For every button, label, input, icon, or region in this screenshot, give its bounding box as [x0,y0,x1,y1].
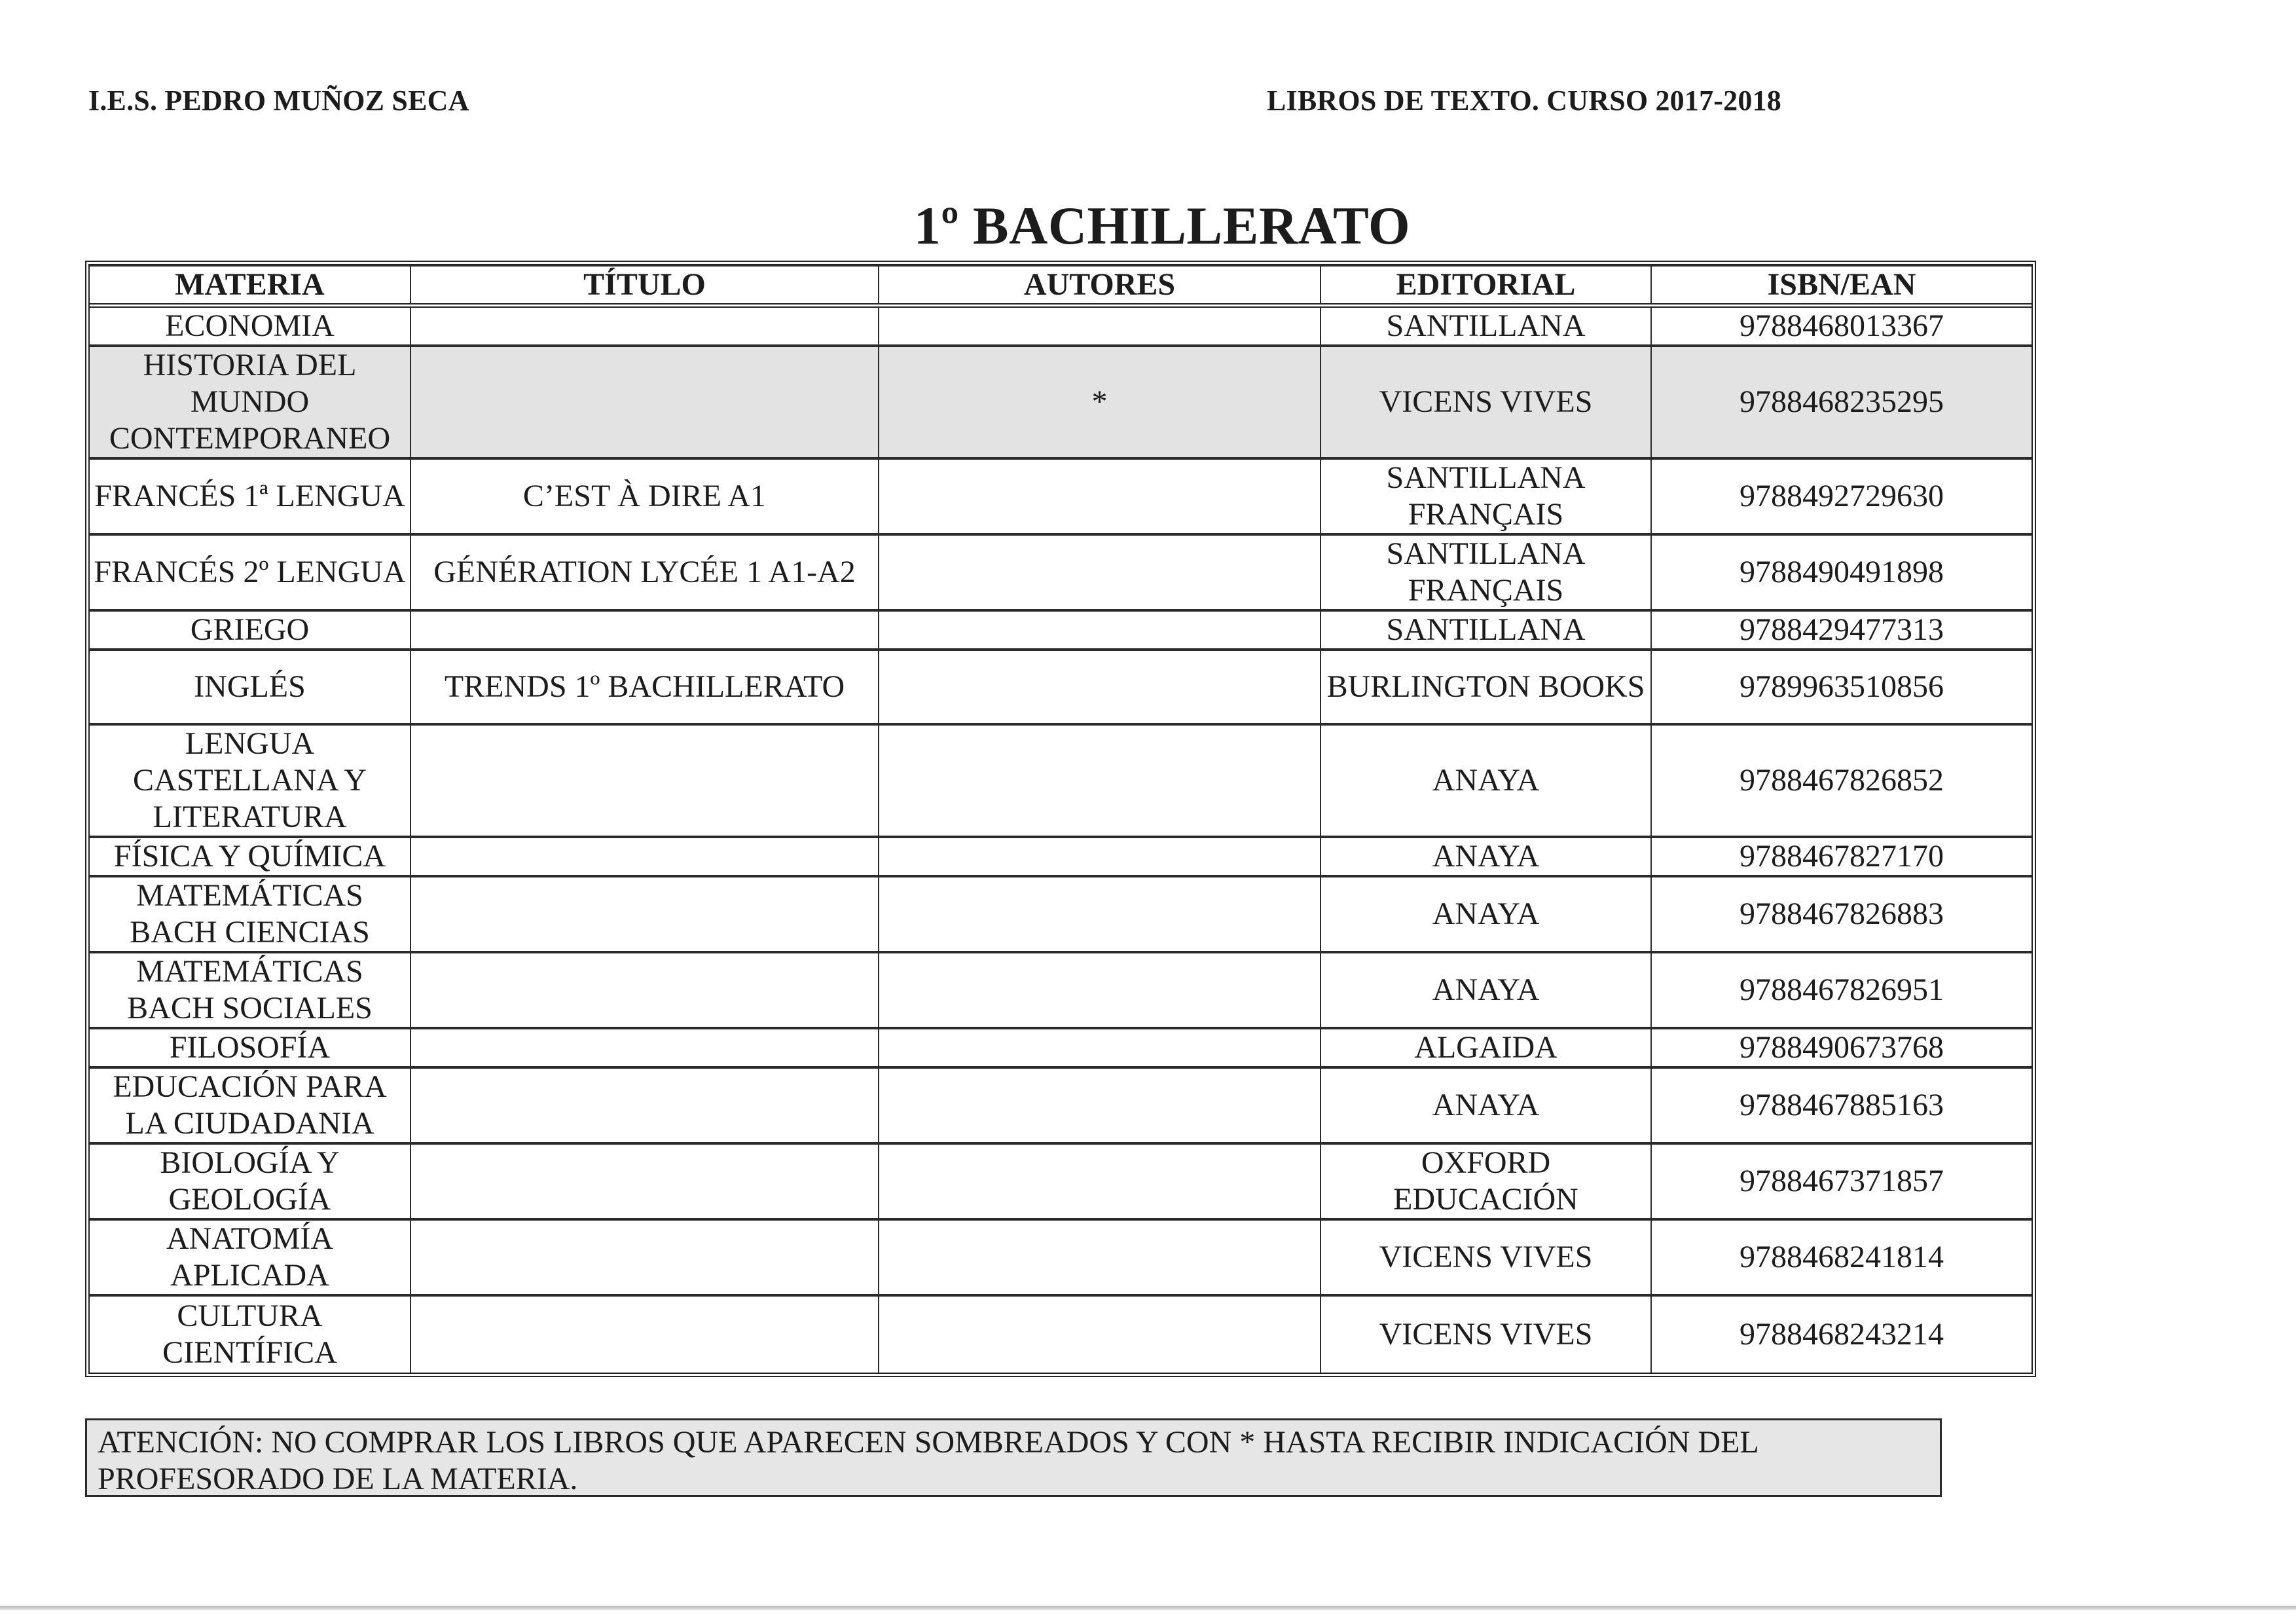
cell-materia: FILOSOFÍA [90,1028,410,1067]
cell-isbn: 9788468235295 [1651,346,2032,458]
cell-materia: MATEMÁTICAS BACH CIENCIAS [90,876,410,952]
cell-editorial: OXFORD EDUCACIÓN [1321,1143,1651,1219]
cell-autores [879,650,1321,724]
table-row [90,1067,2032,1143]
cell-isbn: 9788492729630 [1651,458,2032,534]
table-row [90,346,2032,458]
cell-isbn: 9788490491898 [1651,534,2032,610]
cell-autores [879,306,1321,346]
cell-materia: EDUCACIÓN PARA LA CIUDADANIA [90,1067,410,1143]
cell-isbn: 9789963510856 [1651,650,2032,724]
cell-materia: LENGUA CASTELLANA Y LITERATURA [90,724,410,837]
table-row [90,876,2032,952]
cell-autores [879,1067,1321,1143]
cell-autores [879,876,1321,952]
table-row [90,650,2032,724]
column-header-autores: AUTORES [879,266,1321,306]
cell-editorial: ANAYA [1321,1067,1651,1143]
cell-isbn: 9788468243214 [1651,1295,2032,1373]
table-row [90,952,2032,1028]
cell-autores [879,837,1321,876]
column-header-titulo: TÍTULO [410,266,879,306]
cell-titulo [410,1219,879,1295]
table-body [90,306,2032,1373]
scan-edge-line [0,1606,2296,1610]
cell-editorial: SANTILLANA [1321,610,1651,650]
cell-titulo [410,1295,879,1373]
cell-editorial: BURLINGTON BOOKS [1321,650,1651,724]
cell-materia: ANATOMÍA APLICADA [90,1219,410,1295]
cell-titulo [410,724,879,837]
table-row [90,1219,2032,1295]
notice-box: ATENCIÓN: NO COMPRAR LOS LIBROS QUE APARECEN SOMBREADOS Y CON * HASTA RECIBIR INDICACIÓN DEL PROFESORADO DE LA MATERIA. [85,1418,1942,1497]
cell-autores: * [879,346,1321,458]
cell-isbn: 9788490673768 [1651,1028,2032,1067]
cell-isbn: 9788468241814 [1651,1219,2032,1295]
course-title: LIBROS DE TEXTO. CURSO 2017-2018 [1267,84,1781,117]
cell-materia: HISTORIA DEL MUNDO CONTEMPORANEO [90,346,410,458]
cell-materia: FRANCÉS 1ª LENGUA [90,458,410,534]
cell-editorial: VICENS VIVES [1321,1219,1651,1295]
cell-autores [879,1143,1321,1219]
table-row [90,306,2032,346]
cell-materia: INGLÉS [90,650,410,724]
cell-editorial: SANTILLANA [1321,306,1651,346]
page-title: 1º BACHILLERATO [913,196,1411,255]
cell-editorial: ANAYA [1321,952,1651,1028]
school-name: I.E.S. PEDRO MUÑOZ SECA [88,84,469,117]
cell-titulo [410,1143,879,1219]
cell-editorial: ALGAIDA [1321,1028,1651,1067]
cell-isbn: 9788467371857 [1651,1143,2032,1219]
table-row [90,534,2032,610]
column-header-isbn: ISBN/EAN [1651,266,2032,306]
table-row [90,837,2032,876]
cell-titulo [410,1028,879,1067]
cell-autores [879,458,1321,534]
cell-autores [879,724,1321,837]
textbook-table-container [85,261,2036,1377]
cell-materia: CULTURA CIENTÍFICA [90,1295,410,1373]
cell-titulo [410,610,879,650]
table-row [90,610,2032,650]
cell-materia: GRIEGO [90,610,410,650]
cell-editorial: ANAYA [1321,876,1651,952]
cell-titulo: C’EST À DIRE A1 [410,458,879,534]
cell-isbn: 9788467827170 [1651,837,2032,876]
cell-isbn: 9788467826883 [1651,876,2032,952]
table-row [90,1143,2032,1219]
table-row [90,1028,2032,1067]
cell-autores [879,1295,1321,1373]
table-row [90,1295,2032,1373]
cell-isbn: 9788429477313 [1651,610,2032,650]
cell-isbn: 9788468013367 [1651,306,2032,346]
cell-isbn: 9788467826951 [1651,952,2032,1028]
cell-editorial: SANTILLANA FRANÇAIS [1321,534,1651,610]
cell-titulo [410,1067,879,1143]
cell-autores [879,610,1321,650]
column-header-editorial: EDITORIAL [1321,266,1651,306]
cell-editorial: ANAYA [1321,837,1651,876]
cell-titulo: GÉNÉRATION LYCÉE 1 A1-A2 [410,534,879,610]
table-header-row [90,266,2032,306]
cell-editorial: SANTILLANA FRANÇAIS [1321,458,1651,534]
cell-autores [879,1219,1321,1295]
cell-materia: FRANCÉS 2º LENGUA [90,534,410,610]
cell-isbn: 9788467826852 [1651,724,2032,837]
cell-editorial: ANAYA [1321,724,1651,837]
cell-titulo [410,952,879,1028]
cell-materia: ECONOMIA [90,306,410,346]
cell-isbn: 9788467885163 [1651,1067,2032,1143]
cell-materia: FÍSICA Y QUÍMICA [90,837,410,876]
cell-editorial: VICENS VIVES [1321,346,1651,458]
cell-autores [879,1028,1321,1067]
cell-autores [879,534,1321,610]
column-header-materia: MATERIA [90,266,410,306]
cell-titulo [410,306,879,346]
cell-titulo [410,837,879,876]
cell-titulo: TRENDS 1º BACHILLERATO [410,650,879,724]
cell-autores [879,952,1321,1028]
table-row [90,724,2032,837]
table-row [90,458,2032,534]
cell-editorial: VICENS VIVES [1321,1295,1651,1373]
cell-titulo [410,346,879,458]
textbook-table [90,265,2032,1373]
cell-titulo [410,876,879,952]
cell-materia: BIOLOGÍA Y GEOLOGÍA [90,1143,410,1219]
cell-materia: MATEMÁTICAS BACH SOCIALES [90,952,410,1028]
